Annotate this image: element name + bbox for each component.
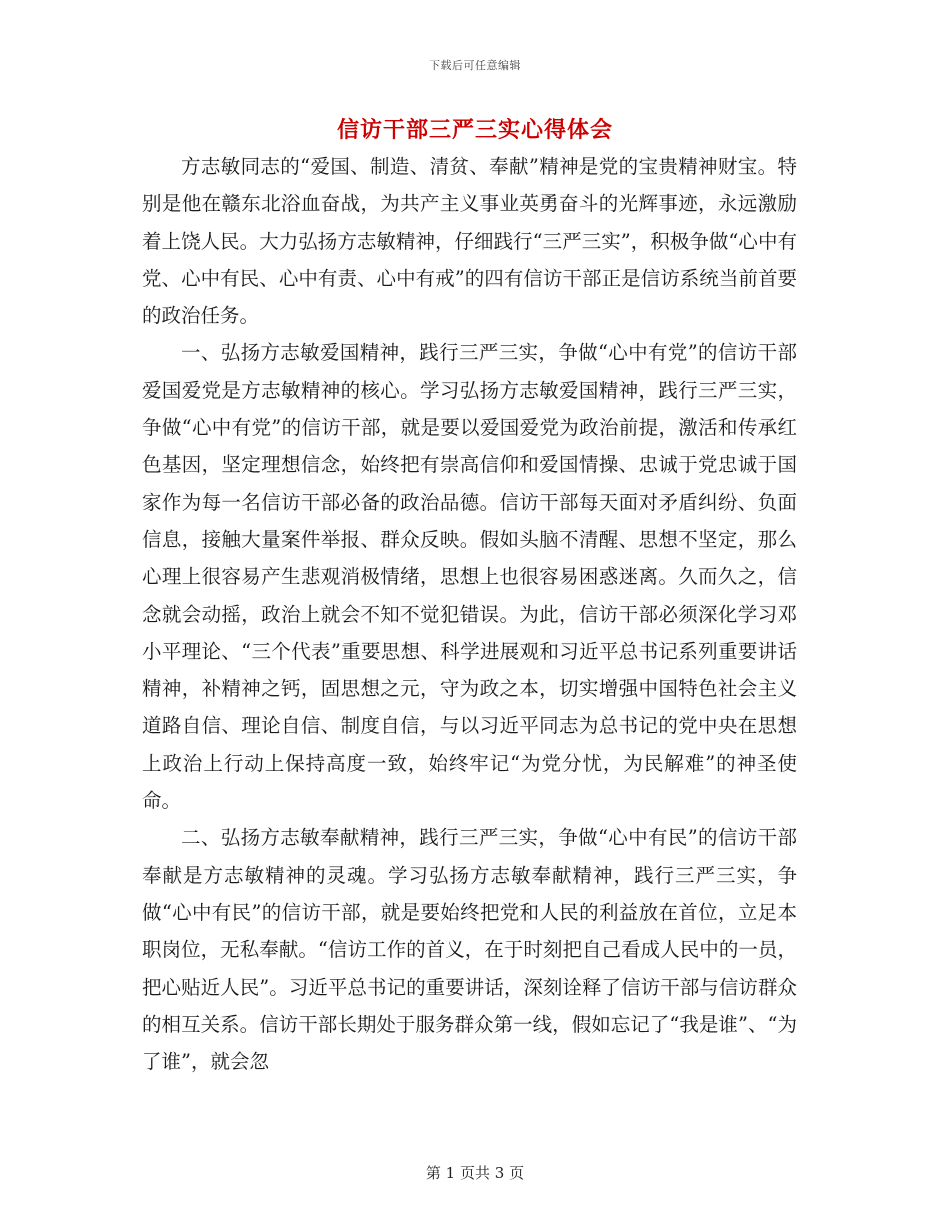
document-body	[142, 148, 797, 1080]
page-header-note: 下载后可任意编辑	[429, 59, 521, 72]
page-number-footer: 第 1 页共 3 页	[425, 1164, 525, 1182]
paragraph-section-2: 二、弘扬方志敏奉献精神，践行三严三实，争做“心中有民”的信访干部奉献是方志敏精神的灵魂。学习弘扬方志敏奉献精神，践行三严三实，争做“心中有民”的信访干部，就是要始终把党和人民的利益放在首位，立足本职岗位，无私奉献。“信访工作的首义，在于时刻把自己看成人民中的一员，把心贴近人民”。习近平总书记的重要讲话，深刻诠释了信访干部与信访群众的相互关系。信访干部长期处于服务群众第一线，假如忘记了“我是谁”、“为了谁”，就会忽	[142, 826, 797, 1074]
paragraph-section-1: 一、弘扬方志敏爱国精神，践行三严三实，争做“心中有党”的信访干部爱国爱党是方志敏精神的核心。学习弘扬方志敏爱国精神，践行三严三实，争做“心中有党”的信访干部，就是要以爱国爱党为政治前提，激活和传承红色基因，坚定理想信念，始终把有崇高信仰和爱国情操、忠诚于党忠诚于国家作为每一名信访干部必备的政治品德。信访干部每天面对矛盾纠纷、负面信息，接触大量案件举报、群众反映。假如头脑不清醒、思想不坚定，那么心理上很容易产生悲观消极情绪，思想上也很容易困惑迷离。久而久之，信念就会动摇，政治上就会不知不觉犯错误。为此，信访干部必须深化学习邓小平理论、“三个代表”重要思想、科学进展观和习近平总书记系列重要讲话精神，补精神之钙，固思想之元，守为政之本，切实增强中国特色社会主义道路自信、理论自信、制度自信，与以习近平同志为总书记的党中央在思想上政治上行动上保持高度一致，始终牢记“为党分忧，为民解难”的神圣使命。	[142, 341, 797, 813]
document-title: 信访干部三严三实心得体会	[336, 118, 613, 143]
paragraph-intro: 方志敏同志的“爱国、制造、清贫、奉献”精神是党的宝贵精神财宝。特别是他在赣东北浴血奋战，为共产主义事业英勇奋斗的光辉事迹，永远激励着上饶人民。大力弘扬方志敏精神，仔细践行“三严三实”，积极争做“心中有党、心中有民、心中有责、心中有戒”的四有信访干部正是信访系统当前首要的政治任务。	[142, 155, 797, 328]
